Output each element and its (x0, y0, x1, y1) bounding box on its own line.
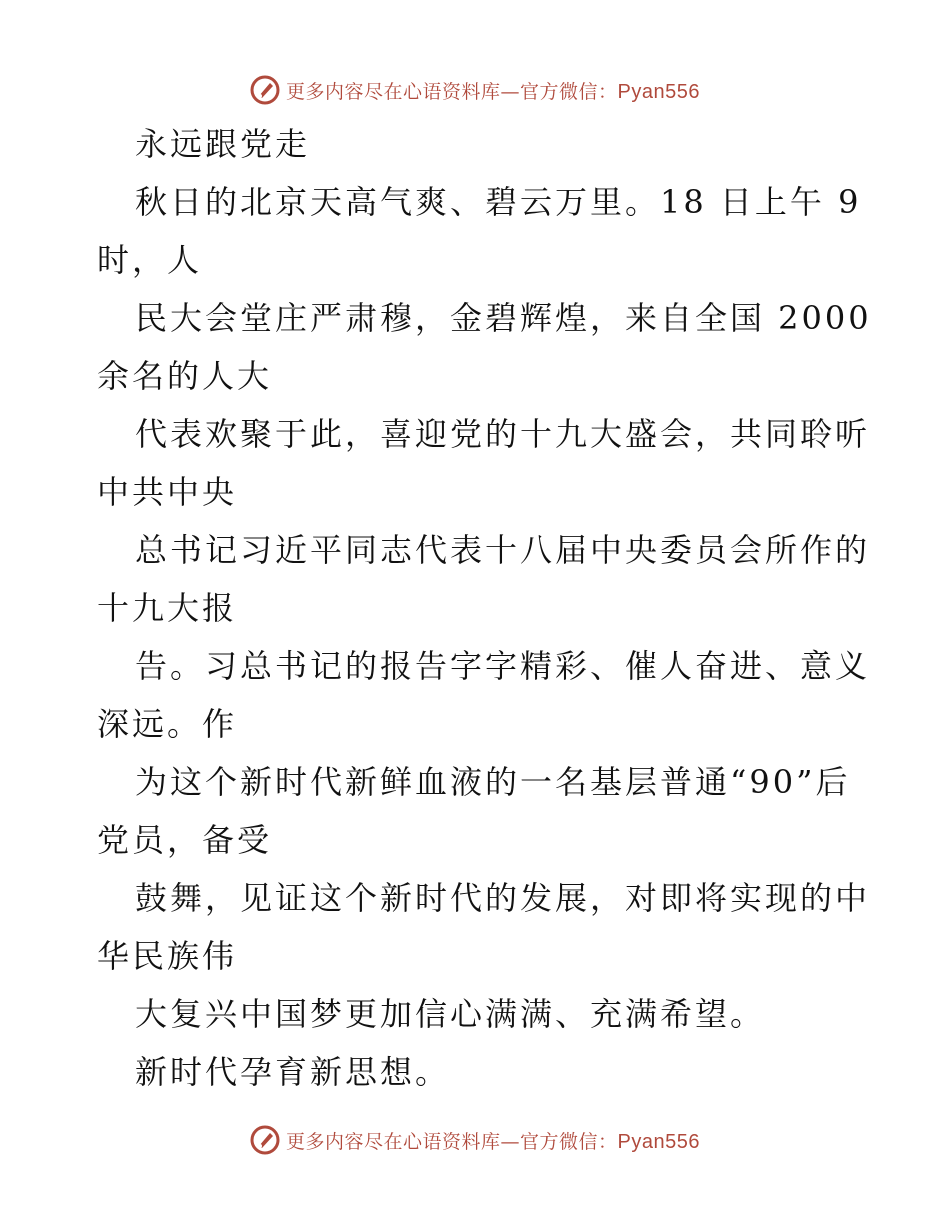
paragraph-line: 余名的人大 (97, 357, 273, 395)
paragraph-line: 十九大报 (97, 589, 238, 627)
paragraph-line: 党员，备受 (97, 821, 273, 859)
paragraph-line: 时，人 (97, 241, 203, 279)
paragraph-line: 告。习总书记的报告字字精彩、催人奋进、意义 (135, 647, 871, 685)
paragraph-line: 华民族伟 (97, 937, 238, 975)
footer-banner-text: 更多内容尽在心语资料库—官方微信：Pyan556 (286, 1130, 700, 1153)
header-banner (0, 70, 950, 110)
header-wechat-id: Pyan556 (617, 80, 700, 103)
quill-pen-icon (250, 75, 280, 105)
paragraph-line: 中共中央 (97, 473, 238, 511)
paragraph-line: 大复兴中国梦更加信心满满、充满希望。 (135, 995, 766, 1033)
paragraph-line: 鼓舞，见证这个新时代的发展，对即将实现的中 (135, 879, 871, 917)
document-body (97, 115, 872, 1101)
paragraph-line: 深远。作 (97, 705, 238, 743)
footer-banner (0, 1120, 950, 1160)
paragraph-line: 代表欢聚于此，喜迎党的十九大盛会，共同聆听 (135, 415, 871, 453)
paragraph-line: 民大会堂庄严肃穆，金碧辉煌，来自全国 2000 (135, 299, 872, 337)
document-title: 永远跟党走 (135, 125, 311, 163)
quill-pen-icon (250, 1125, 280, 1155)
header-banner-text: 更多内容尽在心语资料库—官方微信：Pyan556 (286, 80, 700, 103)
paragraph-line: 秋日的北京天高气爽、碧云万里。18 日上午 9 (135, 183, 862, 221)
paragraph-line: 新时代孕育新思想。 (135, 1053, 451, 1091)
paragraph-line: 为这个新时代新鲜血液的一名基层普通“90”后 (135, 763, 851, 801)
footer-wechat-id: Pyan556 (617, 1130, 700, 1153)
paragraph-line: 总书记习近平同志代表十八届中央委员会所作的 (135, 531, 871, 569)
